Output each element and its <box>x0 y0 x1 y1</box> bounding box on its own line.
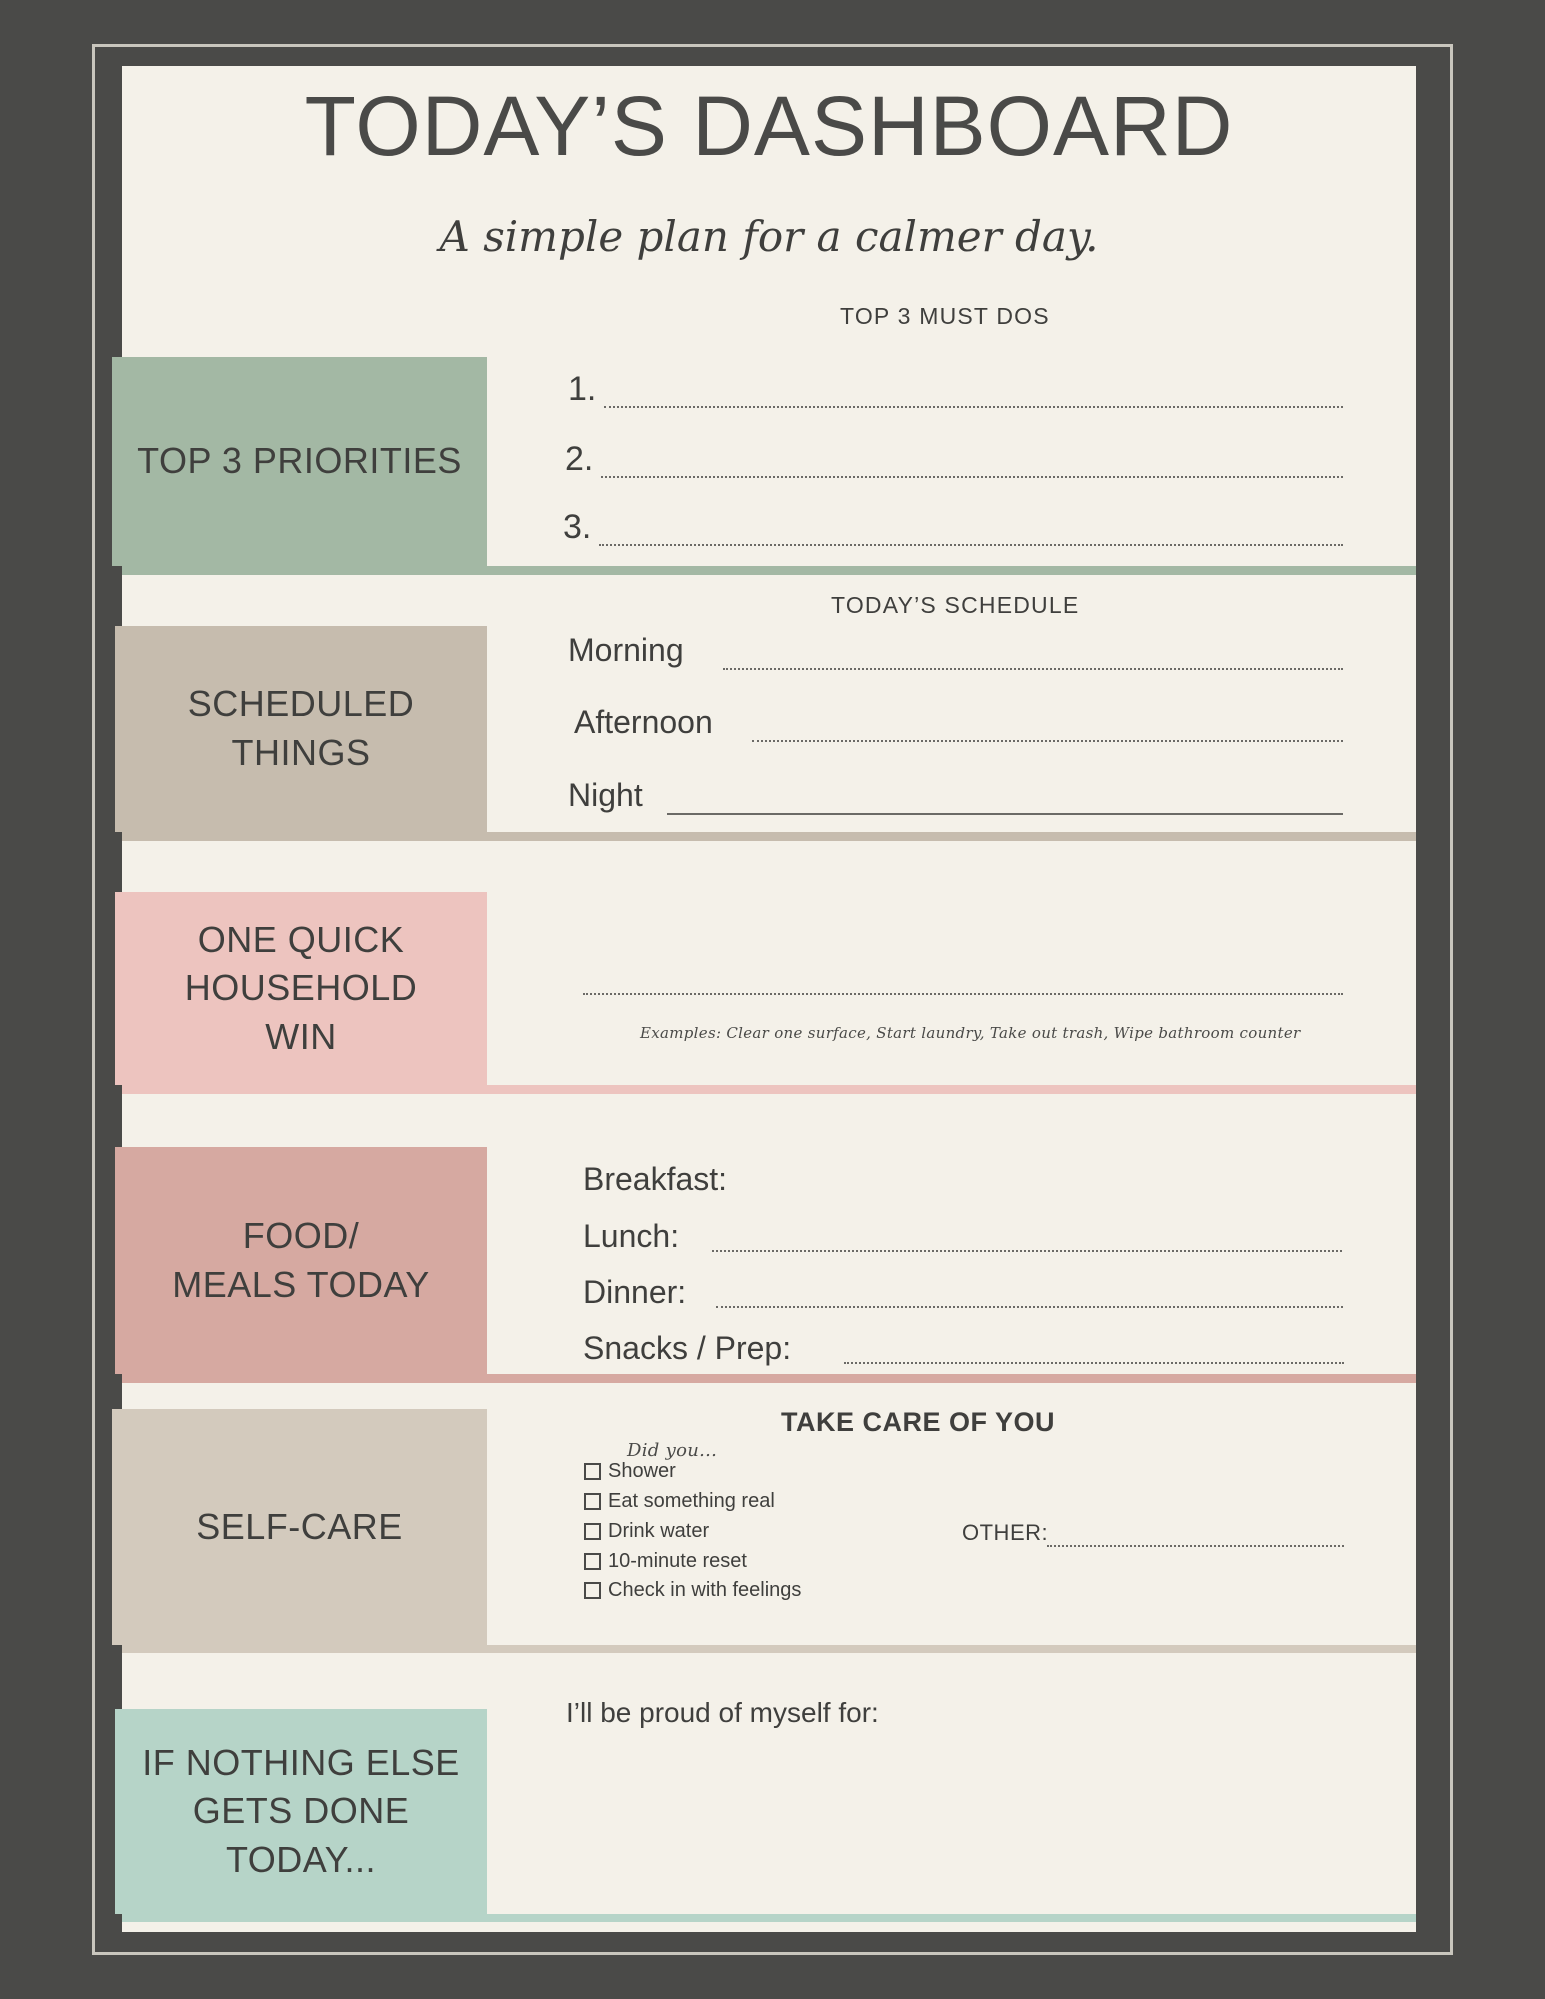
checkbox-check-in-with-feelings[interactable] <box>584 1582 601 1599</box>
proud-label-line-2: GETS DONE <box>192 1790 410 1832</box>
food-divider <box>122 1374 1416 1383</box>
food-label-line-1: FOOD/ <box>242 1214 360 1256</box>
household-divider <box>122 1085 1416 1094</box>
household-label <box>115 892 487 1085</box>
selfcare-divider <box>122 1645 1416 1653</box>
household-label-line-1: ONE QUICK <box>197 918 405 960</box>
checkbox-ten-minute-reset[interactable] <box>584 1553 601 1570</box>
food-snacks-line[interactable] <box>844 1362 1344 1364</box>
selfcare-other-line[interactable] <box>1047 1545 1344 1547</box>
priorities-label <box>112 357 487 566</box>
food-label <box>115 1147 487 1374</box>
proud-label-line-1: IF NOTHING ELSE <box>142 1741 460 1783</box>
priority-line-1[interactable] <box>604 406 1343 408</box>
food-lunch-label: Lunch: <box>583 1218 680 1254</box>
proud-divider <box>122 1914 1416 1922</box>
checkbox-shower[interactable] <box>584 1463 601 1480</box>
schedule-label-line-1: SCHEDULED <box>187 683 415 725</box>
schedule-night-line[interactable] <box>667 813 1343 815</box>
checkbox-drink-water-label: Drink water <box>608 1520 710 1542</box>
proud-label <box>115 1709 487 1914</box>
checkbox-eat-something-real-label: Eat something real <box>608 1490 775 1512</box>
checkbox-check-in-with-feelings-label: Check in with feelings <box>608 1579 802 1601</box>
schedule-afternoon-line[interactable] <box>752 740 1343 742</box>
priority-number-3: 3. <box>563 508 592 546</box>
schedule-label-line-2: THINGS <box>231 732 371 773</box>
food-label-line-2: MEALS TODAY <box>172 1263 430 1305</box>
food-dinner-line[interactable] <box>716 1306 1343 1308</box>
page-title: TODAY’S DASHBOARD <box>304 79 1234 173</box>
selfcare-prompt: Did you... <box>627 1440 718 1461</box>
selfcare-other-label: OTHER: <box>962 1520 1049 1545</box>
household-win-line[interactable] <box>583 993 1343 995</box>
checkbox-shower-label: Shower <box>608 1460 676 1482</box>
food-lunch-line[interactable] <box>712 1250 1342 1252</box>
schedule-afternoon-label: Afternoon <box>574 704 713 740</box>
schedule-heading: TODAY’S SCHEDULE <box>831 592 1080 618</box>
food-dinner-label: Dinner: <box>583 1274 687 1310</box>
household-label-line-2: HOUSEHOLD <box>184 967 418 1009</box>
page-subtitle: A simple plan for a calmer day. <box>439 212 1099 261</box>
proud-label-line-3: TODAY... <box>225 1838 377 1880</box>
priorities-label-text: TOP 3 PRIORITIES <box>137 440 462 482</box>
schedule-morning-line[interactable] <box>723 668 1343 670</box>
selfcare-heading: TAKE CARE OF YOU <box>781 1407 1056 1437</box>
checkbox-drink-water[interactable] <box>584 1523 601 1540</box>
selfcare-label-text: SELF-CARE <box>196 1505 403 1547</box>
schedule-night-label: Night <box>568 777 643 813</box>
priority-line-3[interactable] <box>599 544 1343 546</box>
priorities-divider <box>122 566 1416 575</box>
household-label-line-3: WIN <box>265 1015 337 1057</box>
household-examples: Examples: Clear one surface, Start laundry, Take out trash, Wipe bathroom counter <box>640 1024 1301 1042</box>
food-snacks-label: Snacks / Prep: <box>583 1330 792 1366</box>
priority-number-1: 1. <box>568 370 597 408</box>
priority-number-2: 2. <box>565 440 594 478</box>
schedule-divider <box>122 832 1416 841</box>
priorities-heading: TOP 3 MUST DOS <box>840 303 1050 329</box>
food-breakfast-label: Breakfast: <box>583 1161 728 1197</box>
checkbox-ten-minute-reset-label: 10-minute reset <box>608 1550 747 1572</box>
proud-prompt: I’ll be proud of myself for: <box>566 1697 879 1728</box>
schedule-label <box>115 626 487 832</box>
priority-line-2[interactable] <box>601 476 1343 478</box>
checkbox-eat-something-real[interactable] <box>584 1493 601 1510</box>
schedule-morning-label: Morning <box>568 632 684 668</box>
selfcare-label <box>112 1409 487 1645</box>
